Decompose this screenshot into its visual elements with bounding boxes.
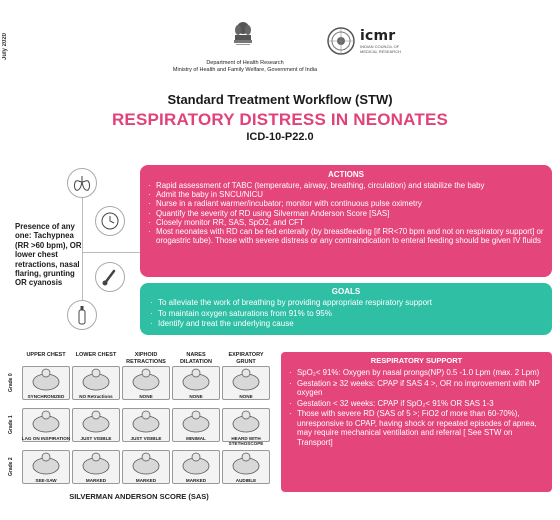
department-header bbox=[150, 60, 340, 74]
sas-column-header: EXPIRATORY GRUNT bbox=[228, 352, 264, 365]
respiratory-support-list bbox=[289, 368, 544, 447]
sas-cell-caption: MARKED bbox=[185, 478, 207, 483]
icmr-name: icmr bbox=[360, 28, 396, 44]
sas-cell-caption: LAG ON INSPIRATION bbox=[21, 436, 71, 441]
goals-heading: GOALS bbox=[331, 287, 361, 296]
sas-cell-caption: NO Retractions bbox=[79, 394, 113, 399]
dept-line-2: Ministry of Health and Family Welfare, Government of India bbox=[172, 67, 318, 73]
sas-grade-label: Grade 2 bbox=[8, 457, 14, 477]
sas-grade-label: Grade 1 bbox=[8, 415, 14, 435]
support-item: · Those with severe RD (SAS of 5 >; FiO2 of more than 60-70%), unresponsive to CPAP, having shock or repeated episodes of apnea, may require mechanical ventilation and referral [ See STW on Transport] bbox=[289, 409, 544, 447]
infant-illustration-icon bbox=[223, 409, 269, 435]
sas-grade-label: Grade 0 bbox=[8, 373, 14, 393]
infant-illustration-icon bbox=[173, 367, 219, 393]
respiratory-support-panel bbox=[281, 352, 552, 492]
icmr-wordmark bbox=[360, 28, 420, 54]
icmr-subtitle: INDIAN COUNCIL OF MEDICAL RESEARCH bbox=[360, 44, 401, 54]
goal-item: · To maintain oxygen saturations from 91% to 95% bbox=[148, 309, 544, 320]
icd-code: ICD-10-P22.0 bbox=[246, 131, 314, 143]
oxygen-cylinder-icon bbox=[67, 300, 97, 330]
respiratory-support-heading: RESPIRATORY SUPPORT bbox=[370, 356, 463, 365]
sas-cell-caption: AUDIBLE bbox=[235, 478, 257, 483]
action-item: · Closely monitor RR, SAS, SpO2, and CFT bbox=[148, 218, 544, 227]
infant-illustration-icon bbox=[23, 451, 69, 477]
sas-cell-caption: JUST VISIBLE bbox=[80, 436, 112, 441]
national-emblem-icon bbox=[232, 20, 254, 60]
infant-illustration-icon bbox=[73, 451, 119, 477]
actions-panel bbox=[140, 165, 552, 277]
sas-cell-caption: SEE-SAW bbox=[35, 478, 57, 483]
sas-cell-caption: MARKED bbox=[135, 478, 157, 483]
infant-illustration-icon bbox=[73, 367, 119, 393]
infant-illustration-icon bbox=[223, 451, 269, 477]
sas-column-header: NARES DILATATION bbox=[179, 352, 213, 365]
icmr-logo-icon bbox=[326, 26, 356, 56]
goals-panel bbox=[140, 283, 552, 335]
presence-criteria: Presence of any one: Tachypnea (RR >60 bpm), OR lower chest retractions, nasal flaring, grunting OR cyanosis bbox=[15, 222, 82, 288]
sas-cell-caption: NONE bbox=[139, 394, 153, 399]
action-item: · Admit the baby in SNCU/NICU bbox=[148, 190, 544, 199]
date-stamp: July 2020 bbox=[2, 32, 8, 60]
actions-list bbox=[148, 181, 544, 245]
action-item: · Most neonates with RD can be fed enterally (by breastfeeding [if RR<70 bpm and not on respiratory support] or orogastric tube). Those with severe distress or any contraindication to enteral feeding should be given IV fluids bbox=[148, 227, 544, 245]
action-item: · Quantify the severity of RD using Silverman Anderson Score [SAS] bbox=[148, 209, 544, 218]
infant-illustration-icon bbox=[173, 451, 219, 477]
infant-illustration-icon bbox=[23, 409, 69, 435]
infant-illustration-icon bbox=[73, 409, 119, 435]
sas-cell-caption: NONE bbox=[239, 394, 253, 399]
silverman-anderson-chart bbox=[8, 350, 270, 490]
action-item: · Rapid assessment of TABC (temperature, airway, breathing, circulation) and stabilize the baby bbox=[148, 181, 544, 190]
infant-illustration-icon bbox=[123, 451, 169, 477]
sas-cell-caption: MARKED bbox=[85, 478, 107, 483]
dept-line-1: Department of Health Research bbox=[206, 60, 284, 66]
support-item: · SpO₂< 91%: Oxygen by nasal prongs(NP) 0.5 -1.0 Lpm (max. 2 Lpm) bbox=[289, 368, 544, 378]
actions-heading: ACTIONS bbox=[328, 170, 364, 179]
icons-connector-horizontal bbox=[82, 252, 142, 253]
support-item: · Gestation < 32 weeks: CPAP if SpO₂< 91% OR SAS 1-3 bbox=[289, 399, 544, 409]
infant-illustration-icon bbox=[23, 367, 69, 393]
clock-icon bbox=[95, 206, 125, 236]
sas-cell-caption: HEARD WITH STETHOSCOPE bbox=[228, 436, 264, 447]
support-item: · Gestation ≥ 32 weeks: CPAP if SAS 4 >, OR no improvement with NP oxygen bbox=[289, 379, 544, 398]
infant-illustration-icon bbox=[173, 409, 219, 435]
infant-illustration-icon bbox=[123, 409, 169, 435]
sas-column-header: LOWER CHEST bbox=[75, 352, 117, 358]
goal-item: · To alleviate the work of breathing by providing appropriate respiratory support bbox=[148, 298, 544, 309]
sas-cell-caption: SYNCHRONIZED bbox=[27, 394, 65, 399]
sas-cell-caption: MINIMAL bbox=[186, 436, 206, 441]
sas-caption: SILVERMAN ANDERSON SCORE (SAS) bbox=[69, 492, 209, 501]
action-item: · Nurse in a radiant warmer/incubator; monitor with continuous pulse oximetry bbox=[148, 199, 544, 208]
sas-column-header: XIPHOID RETRACTIONS bbox=[126, 352, 166, 365]
goals-list bbox=[148, 298, 544, 330]
infant-illustration-icon bbox=[223, 367, 269, 393]
stw-heading: Standard Treatment Workflow (STW) bbox=[167, 92, 393, 107]
sas-cell-caption: NONE bbox=[189, 394, 203, 399]
infant-illustration-icon bbox=[123, 367, 169, 393]
thermometer-icon bbox=[95, 262, 125, 292]
sas-column-header: UPPER CHEST bbox=[26, 352, 66, 358]
lungs-icon bbox=[67, 168, 97, 198]
sas-cell-caption: JUST VISIBLE bbox=[130, 436, 162, 441]
goal-item: · Identify and treat the underlying cause bbox=[148, 319, 544, 330]
page-title: RESPIRATORY DISTRESS IN NEONATES bbox=[111, 110, 449, 129]
